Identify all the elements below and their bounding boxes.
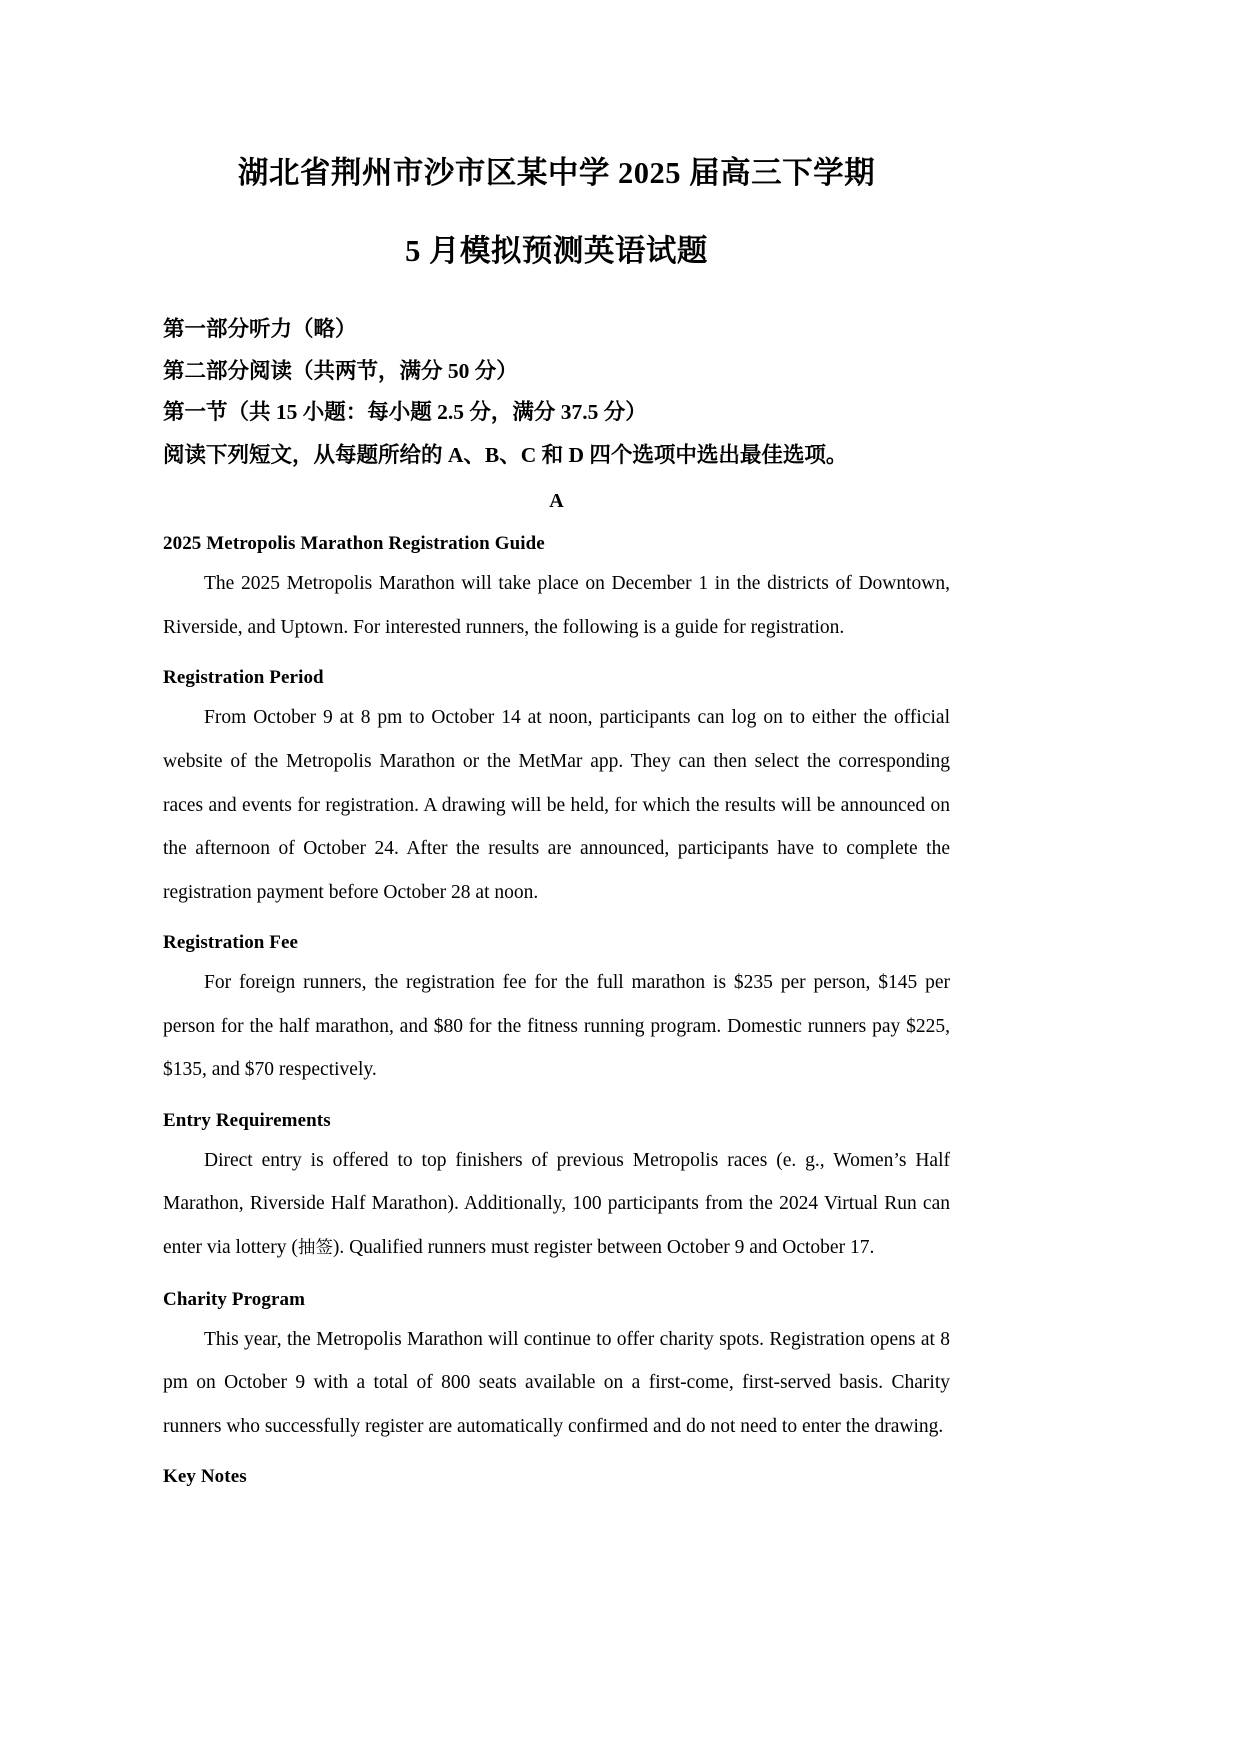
- section-letter-a: A: [549, 490, 564, 513]
- passage-title: 2025 Metropolis Marathon Registration Guide: [163, 533, 545, 555]
- entry-requirements-text-before-annotation: Direct entry is offered to top finishers of previous Metropolis races (e. g., Women’s Half Marathon, Riverside Half Marathon). Additionally, 100 participants from the 2024 Virtual Run can enter via lottery (: [163, 1149, 950, 1259]
- section-heading-registration-period: Registration Period: [163, 667, 324, 689]
- section-heading-key-notes: Key Notes: [163, 1466, 247, 1488]
- section-body-registration-fee: For foreign runners, the registration fee for the full marathon is $235 per person, $145 per person for the half marathon, and $80 for the fitness running program. Domestic runners pay $225, $135, and $70 respectively.: [163, 972, 950, 1081]
- page-title-line-2: 5 月模拟预测英语试题: [405, 234, 708, 269]
- entry-requirements-chinese-annotation: 抽签: [297, 1238, 333, 1259]
- entry-requirements-text-after-annotation: ). Qualified runners must register between October 9 and October 17.: [332, 1237, 875, 1259]
- section-body-registration-period: From October 9 at 8 pm to October 14 at noon, participants can log on to either the official website of the Metropolis Marathon or the MetMar app. They can then select the corresponding races and events for registration. A drawing will be held, for which the results will be announced on the afternoon of October 24. After the results are announced, participants have to complete the registration payment before October 28 at noon.: [163, 707, 950, 903]
- section-body-charity-program: This year, the Metropolis Marathon will continue to offer charity spots. Registration opens at 8 pm on October 9 with a total of 800 seats available on a first-come, first-served basis. Charity runners who successfully register are automatically confirmed and do not need to enter the drawing.: [163, 1328, 950, 1437]
- passage-intro-paragraph: The 2025 Metropolis Marathon will take place on December 1 in the districts of Downtown, Riverside, and Uptown. For interested runners, the following is a guide for registration.: [163, 573, 950, 638]
- section-heading-charity-program: Charity Program: [163, 1288, 306, 1310]
- instruction-part-two-reading: 第二部分阅读（共两节，满分 50 分）: [163, 358, 518, 383]
- instruction-section-one: 第一节（共 15 小题：每小题 2.5 分，满分 37.5 分）: [163, 400, 647, 425]
- section-body-entry-requirements: [163, 1139, 950, 1271]
- section-heading-entry-requirements: Entry Requirements: [163, 1109, 331, 1131]
- section-heading-registration-fee: Registration Fee: [163, 932, 299, 954]
- instruction-part-one-listening: 第一部分听力（略）: [163, 317, 357, 342]
- page-title-line-1: 湖北省荆州市沙市区某中学 2025 届高三下学期: [237, 156, 876, 190]
- instruction-choose-best-option: 阅读下列短文，从每题所给的 A、B、C 和 D 四个选项中选出最佳选项。: [163, 442, 848, 467]
- page-content: [163, 0, 950, 1488]
